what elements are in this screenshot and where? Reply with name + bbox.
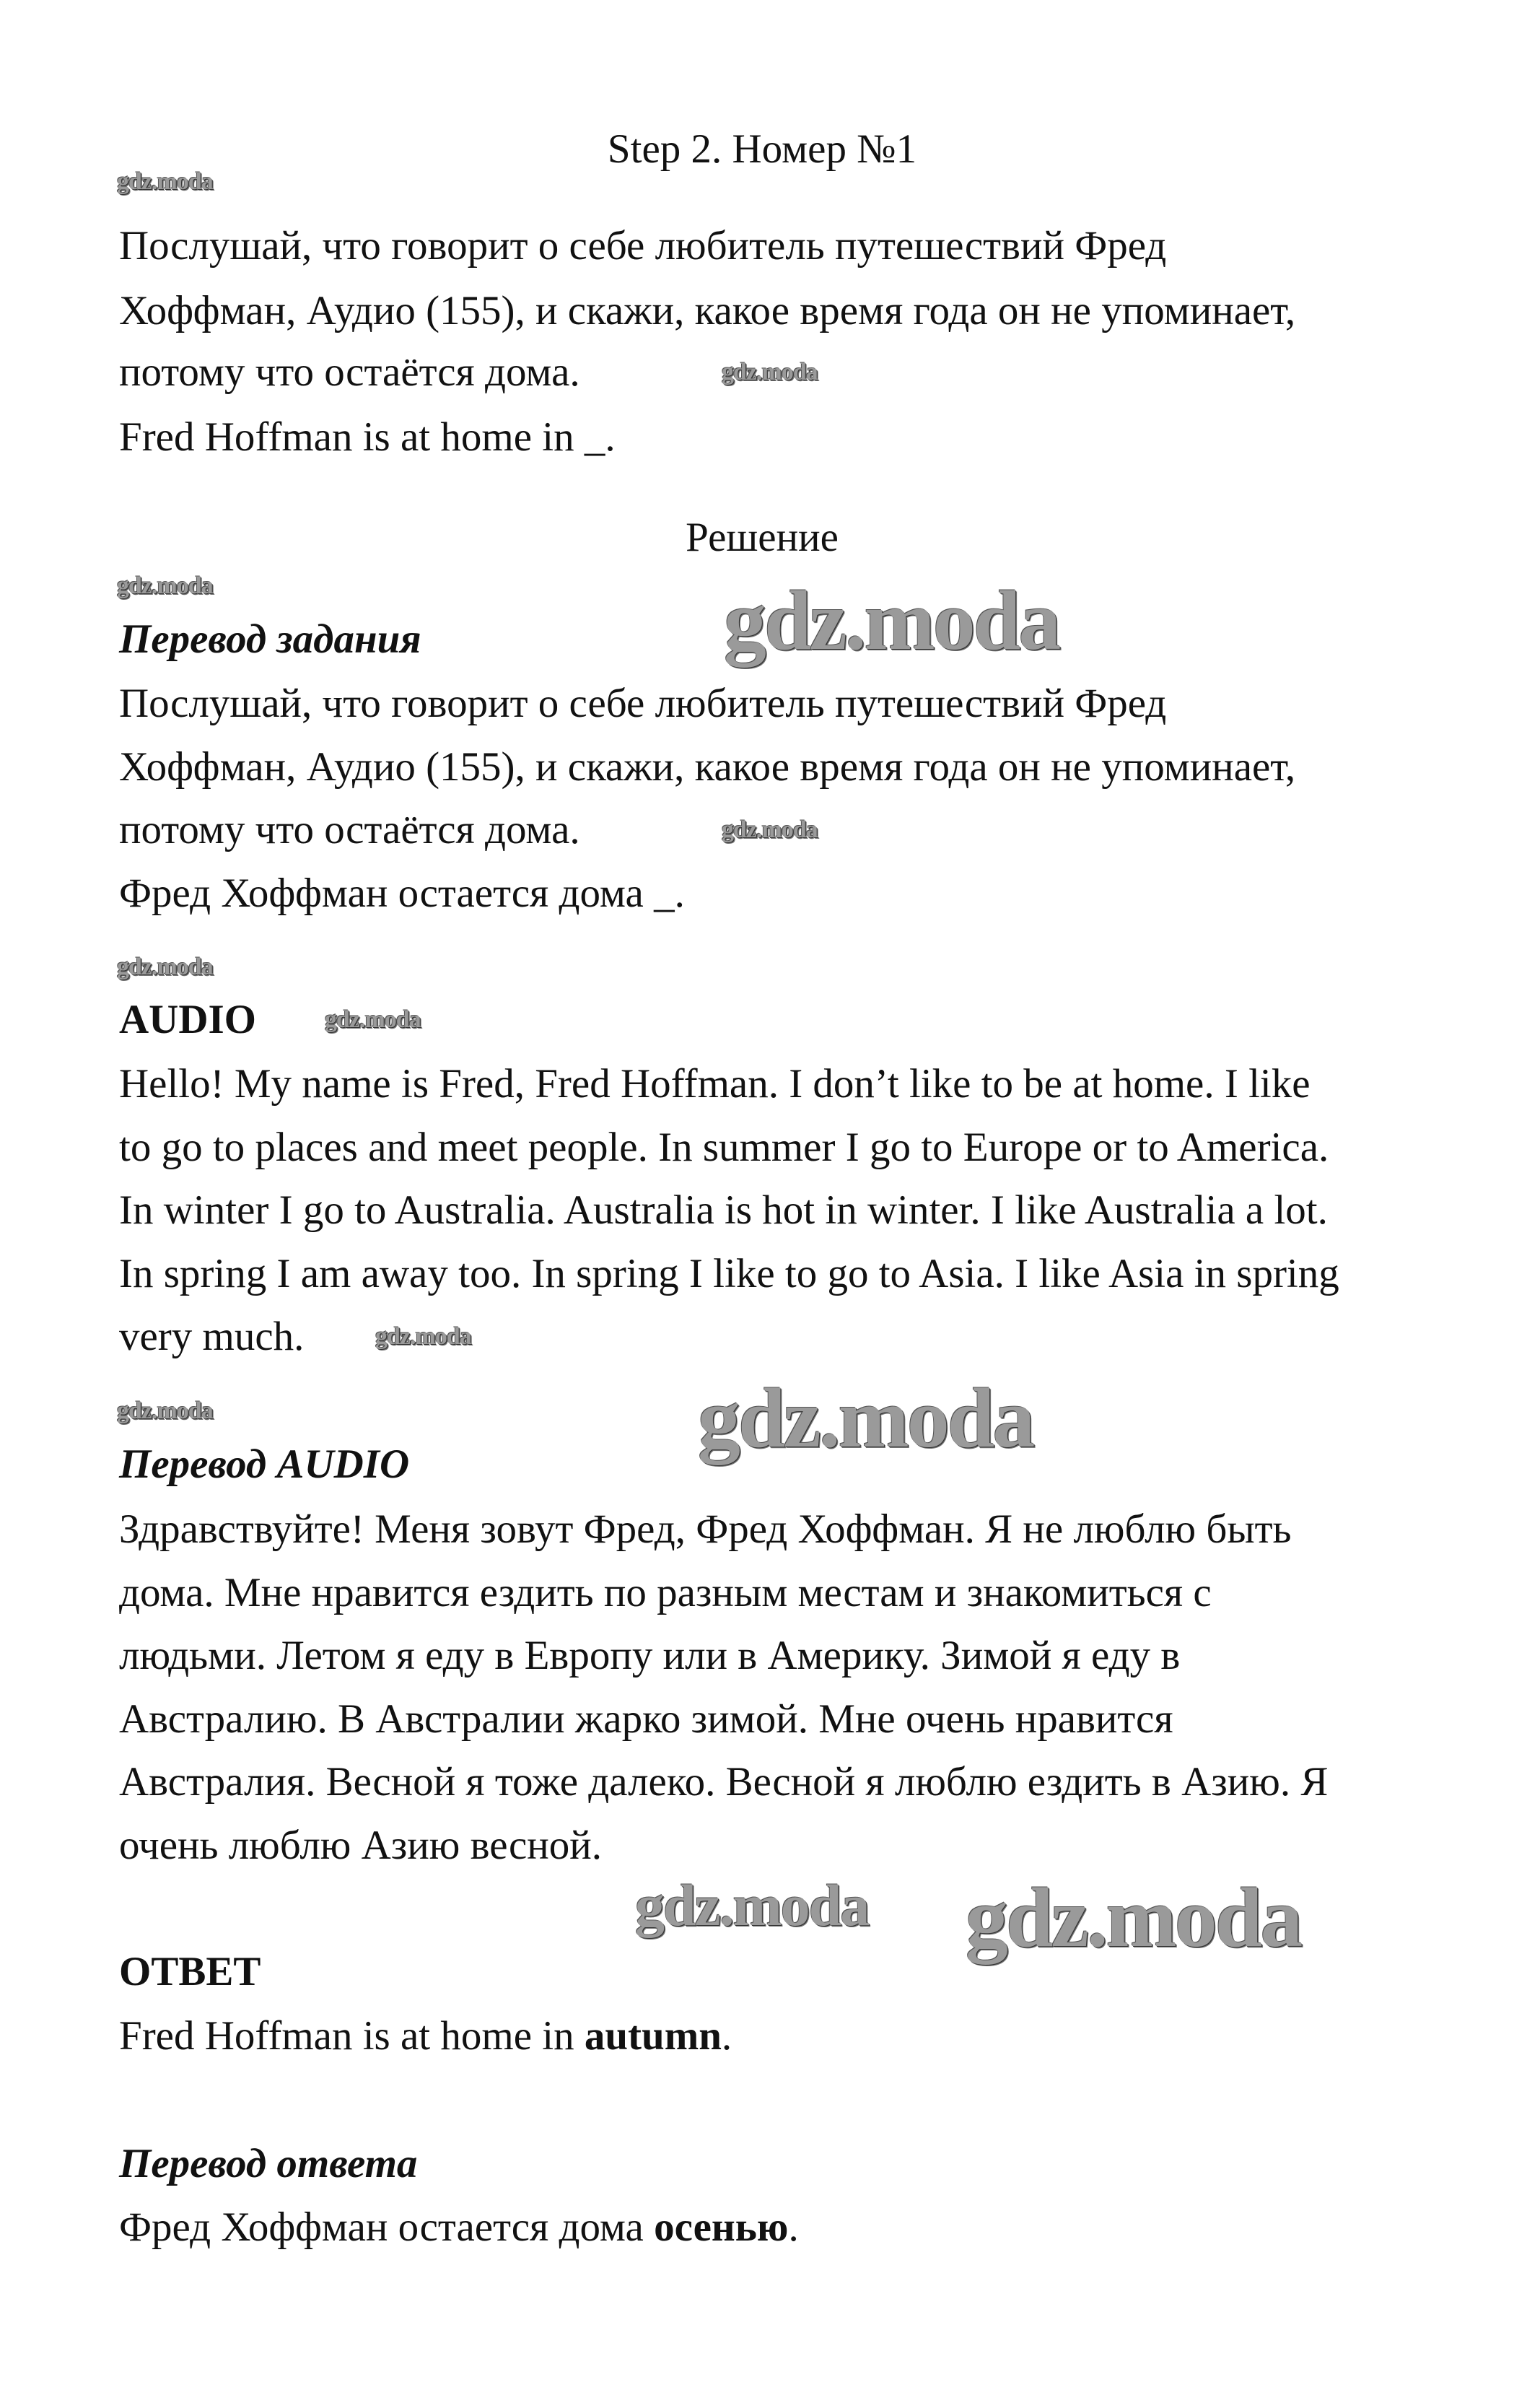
watermark: gdz.moda: [375, 1323, 471, 1350]
task-translation-line: Послушай, что говорит о себе любитель путешествий Фред: [119, 681, 1167, 726]
audio-translation-line: Австралию. В Австралии жарко зимой. Мне очень нравится: [119, 1696, 1173, 1742]
answer-translation-suffix: .: [788, 2204, 799, 2250]
task-translation-line: потому что остаётся дома.: [119, 807, 580, 852]
watermark: gdz.moda: [325, 1006, 421, 1033]
answer-heading: ОТВЕТ: [119, 1949, 261, 1994]
watermark: gdz.moda: [722, 359, 818, 385]
audio-translation-line: дома. Мне нравится ездить по разным местам и знакомиться с: [119, 1570, 1212, 1615]
task-line: Послушай, что говорит о себе любитель путешествий Фред: [119, 223, 1167, 269]
watermark: gdz.moda: [724, 573, 1059, 668]
watermark: gdz.moda: [966, 1870, 1301, 1965]
answer-text: [119, 2004, 732, 2068]
task-line: Fred Hoffman is at home in _.: [119, 414, 616, 460]
solution-heading: Решение: [686, 515, 839, 560]
answer-translation-value: осенью: [654, 2204, 789, 2250]
watermark: gdz.moda: [722, 816, 818, 843]
audio-line: to go to places and meet people. In summer I go to Europe or to America.: [119, 1125, 1329, 1170]
answer-translation-prefix: Фред Хоффман остается дома: [119, 2204, 655, 2250]
audio-translation-line: людьми. Летом я еду в Европу или в Америку. Зимой я еду в: [119, 1633, 1181, 1678]
answer-suffix: .: [721, 2013, 732, 2059]
watermark: gdz.moda: [635, 1872, 869, 1938]
audio-translation-line: очень люблю Азию весной.: [119, 1823, 602, 1868]
answer-value: autumn: [584, 2013, 722, 2059]
audio-line: very much.: [119, 1314, 305, 1359]
audio-heading: AUDIO: [119, 997, 257, 1042]
answer-translation-heading: Перевод ответа: [119, 2141, 418, 2186]
page-title: Step 2. Номер №1: [607, 126, 917, 172]
watermark: gdz.moda: [117, 954, 213, 980]
audio-line: In winter I go to Australia. Australia is hot in winter. I like Australia a lot.: [119, 1187, 1328, 1233]
task-translation-line: Фред Хоффман остается дома _.: [119, 871, 685, 916]
answer-prefix: Fred Hoffman is at home in: [119, 2013, 585, 2059]
watermark: gdz.moda: [117, 1397, 213, 1424]
watermark: gdz.moda: [117, 572, 213, 599]
audio-translation-heading: Перевод AUDIO: [119, 1441, 410, 1487]
task-line: Хоффман, Аудио (155), и скажи, какое время года он не упоминает,: [119, 288, 1296, 333]
task-translation-line: Хоффман, Аудио (155), и скажи, какое время года он не упоминает,: [119, 744, 1296, 790]
watermark: gdz.moda: [117, 168, 213, 195]
audio-translation-line: Австралия. Весной я тоже далеко. Весной я люблю ездить в Азию. Я: [119, 1759, 1329, 1805]
watermark: gdz.moda: [698, 1371, 1033, 1465]
task-line: потому что остаётся дома.: [119, 349, 580, 395]
audio-translation-line: Здравствуйте! Меня зовут Фред, Фред Хоффман. Я не люблю быть: [119, 1506, 1292, 1552]
answer-translation-text: [119, 2196, 799, 2259]
audio-line: In spring I am away too. In spring I like to go to Asia. I like Asia in spring: [119, 1251, 1339, 1296]
task-translation-heading: Перевод задания: [119, 616, 421, 662]
audio-line: Hello! My name is Fred, Fred Hoffman. I don’t like to be at home. I like: [119, 1061, 1311, 1107]
